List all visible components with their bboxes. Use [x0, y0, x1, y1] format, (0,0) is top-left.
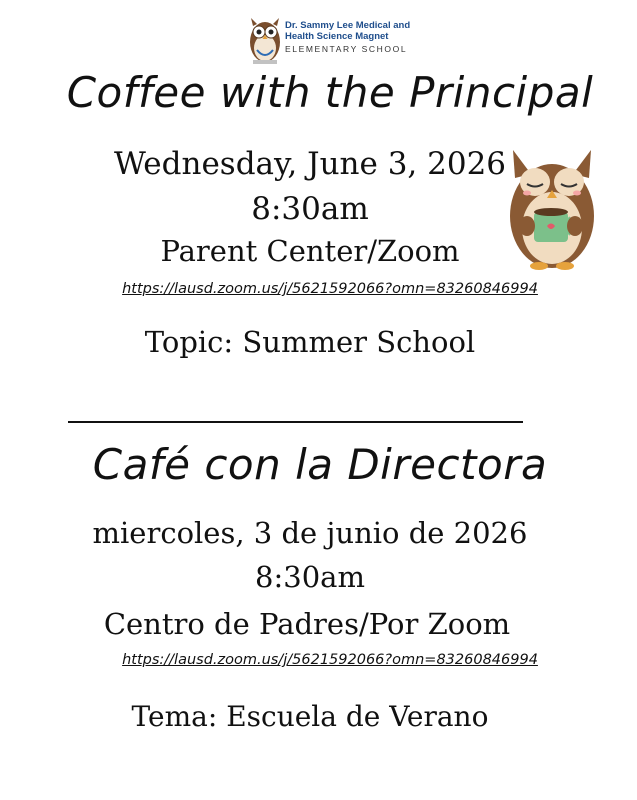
section-divider [68, 421, 523, 423]
title-english: Coffee with the Principal [66, 68, 594, 117]
school-name-line1: Dr. Sammy Lee Medical and [285, 20, 411, 31]
time-english: 8:30am [251, 191, 369, 227]
date-spanish: miercoles, 3 de junio de 2026 [92, 516, 528, 550]
school-name-line2: Health Science Magnet [285, 31, 389, 42]
date-english: Wednesday, June 3, 2026 [113, 146, 507, 182]
owl-with-coffee-icon [497, 138, 607, 273]
location-spanish: Centro de Padres/Por Zoom [103, 607, 511, 641]
time-spanish: 8:30am [255, 560, 365, 594]
topic-english: Topic: Summer School [144, 325, 476, 359]
title-spanish: Café con la Directora [92, 440, 548, 489]
location-english: Parent Center/Zoom [160, 234, 460, 268]
owl-doctor-icon [250, 18, 280, 64]
zoom-link-english[interactable]: https://lausd.zoom.us/j/5621592066?omn=83260846994 [122, 281, 538, 297]
zoom-link-spanish[interactable]: https://lausd.zoom.us/j/5621592066?omn=83260846994 [122, 652, 538, 668]
topic-spanish: Tema: Escuela de Verano [131, 700, 489, 733]
school-name [285, 20, 410, 42]
school-type: ELEMENTARY SCHOOL [285, 44, 408, 54]
